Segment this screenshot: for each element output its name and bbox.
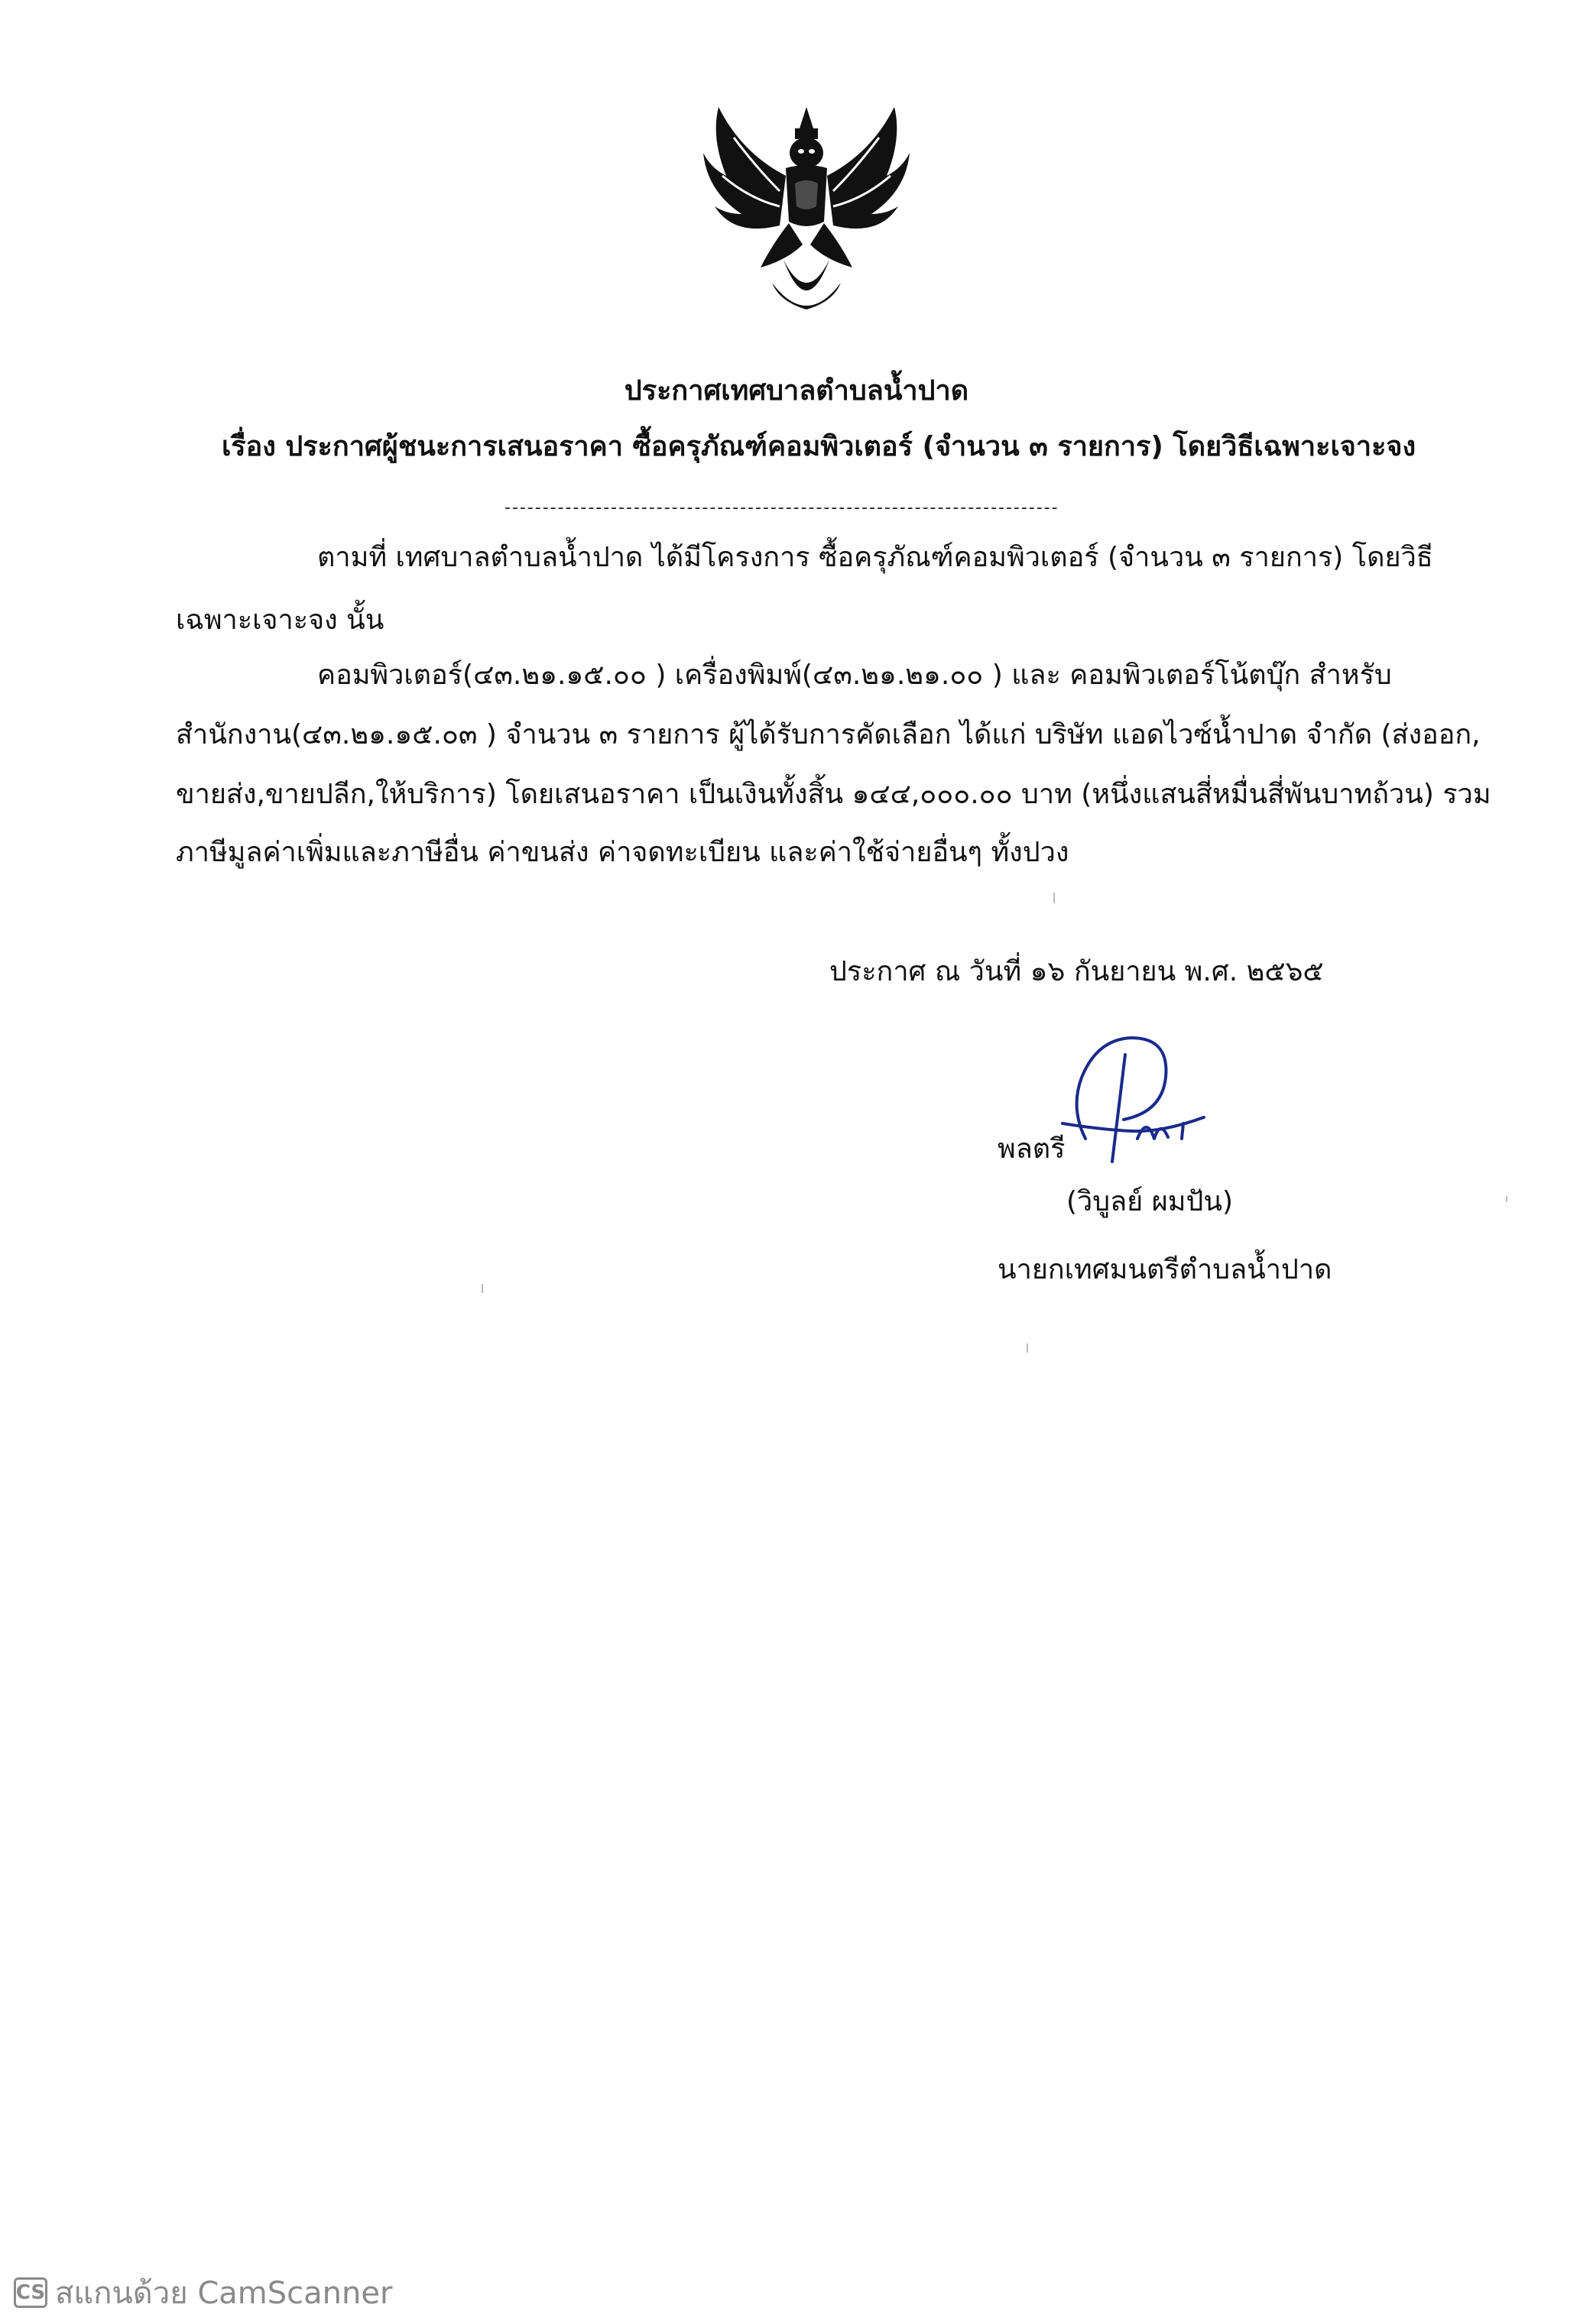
body-line-5: ขายส่ง,ขายปลีก,ให้บริการ) โดยเสนอราคา เป็นเงินทั้งสิ้น ๑๔๔,๐๐๐.๐๐ บาท (หนึ่งแสนสี่หมื่นสี่พันบาทถ้วน) รวม <box>176 779 1491 810</box>
body-line-2: เฉพาะเจาะจง นั้น <box>176 604 384 636</box>
body-line-6: ภาษีมูลค่าเพิ่มและภาษีอื่น ค่าขนส่ง ค่าจดทะเบียน และค่าใช้จ่ายอื่นๆ ทั้งปวง <box>176 837 1069 868</box>
scan-speck <box>1027 1344 1028 1353</box>
body-line-3: คอมพิวเตอร์(๔๓.๒๑.๑๕.๐๐ ) เครื่องพิมพ์(๔๓.๒๑.๒๑.๐๐ ) และ คอมพิวเตอร์โน้ตบุ๊ก สำหรับ <box>317 660 1392 691</box>
scan-speck <box>1506 1196 1507 1202</box>
camscanner-footer <box>14 2268 392 2317</box>
camscanner-logo-icon: CS <box>14 2277 47 2308</box>
separator-line: ------------------------------------------------------------------------- <box>505 498 1059 517</box>
body-line-1: ตามที่ เทศบาลตำบลน้ำปาด ได้มีโครงการ ซื้อครุภัณฑ์คอมพิวเตอร์ (จำนวน ๓ รายการ) โดยวิธี <box>317 542 1433 573</box>
signatory-name: (วิบูลย์ ผมปัน) <box>1066 1186 1234 1217</box>
signatory-position: นายกเทศมนตรีตำบลน้ำปาด <box>998 1254 1332 1285</box>
garuda-emblem-icon <box>688 92 925 329</box>
handwritten-signature <box>1040 1024 1238 1169</box>
scan-speck <box>482 1284 483 1293</box>
scan-speck <box>1053 893 1055 903</box>
announcement-title: ประกาศเทศบาลตำบลน้ำปาด <box>624 375 969 407</box>
signatory-rank: พลตรี <box>998 1133 1066 1165</box>
announcement-subject: เรื่อง ประกาศผู้ชนะการเสนอราคา ซื้อครุภัณฑ์คอมพิวเตอร์ (จำนวน ๓ รายการ) โดยวิธีเฉพาะเจาะจง <box>222 431 1416 462</box>
announcement-date: ประกาศ ณ วันที่ ๑๖ กันยายน พ.ศ. ๒๕๖๕ <box>829 956 1324 987</box>
camscanner-text: สแกนด้วย CamScanner <box>55 2276 393 2311</box>
body-line-4: สำนักงาน(๔๓.๒๑.๑๕.๐๓ ) จำนวน ๓ รายการ ผู้ได้รับการคัดเลือก ได้แก่ บริษัท แอดไวซ์น้ำปาด จำกัด (ส่งออก, <box>176 719 1481 750</box>
